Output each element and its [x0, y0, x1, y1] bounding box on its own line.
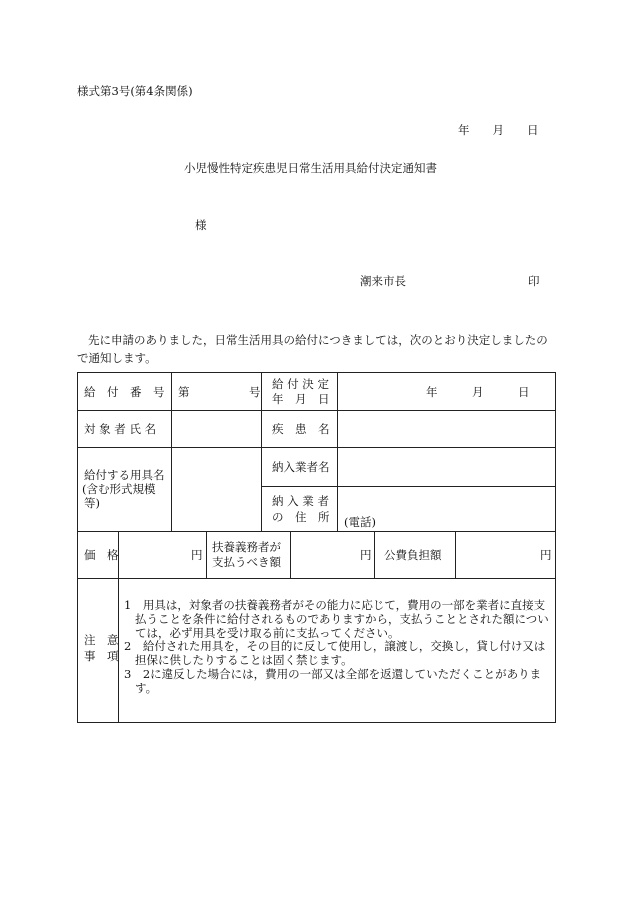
- issue-number-label: 給 付 番 号: [84, 385, 165, 399]
- recipient-honorific: 様: [195, 218, 207, 232]
- guardian-payment-unit: 円: [360, 548, 372, 562]
- note-item: 3 2に違反した場合には，費用の一部又は全部を返還していただくことがあります。: [124, 666, 542, 695]
- guardian-payment-label-1: 扶養義務者が: [212, 540, 281, 554]
- notes-list: [124, 599, 552, 696]
- subject-name-label: 対 象 者 氏 名: [84, 422, 157, 436]
- public-expense-unit: 円: [540, 548, 552, 562]
- price-unit: 円: [191, 548, 203, 562]
- notes-label-1: 注 意: [84, 633, 119, 647]
- decision-date-value: 年 月 日: [426, 385, 530, 399]
- note-item: 1 用具は，対象者の扶養義務者がその能力に応じて，費用の一部を業者に直接支払うことを条件に給付されるものでありますから，支払うこととされた額については，必ず用具を受け取る前に支払ってください。: [124, 598, 549, 640]
- vendor-address-label-2: の 住 所: [272, 510, 330, 524]
- phone-label: (電話): [344, 515, 376, 529]
- public-expense-label: 公費負担額: [384, 548, 442, 562]
- decision-table: [77, 372, 556, 723]
- item-name-label-1: 給付する用具名: [84, 468, 165, 482]
- issue-date: 年 月 日: [458, 123, 539, 137]
- item-name-label-3: 等): [84, 496, 100, 510]
- decision-date-label-1: 給 付 決 定: [272, 377, 329, 391]
- document-title: 小児慢性特定疾患児日常生活用具給付決定通知書: [184, 161, 437, 175]
- price-label: 価 格: [84, 548, 119, 562]
- decision-date-label-2: 年 月 日: [272, 392, 330, 406]
- note-item: 2 給付された用具を，その目的に反して使用し，譲渡し，交換し，貸し付け又は担保に供したりすることは固く禁じます。: [124, 639, 546, 668]
- vendor-address-label-1: 納 入 業 者: [272, 494, 329, 508]
- intro-paragraph: 先に申請のありました，日常生活用具の給付につきましては，次のとおり決定しましたので通知します。: [77, 333, 548, 365]
- seal-mark: 印: [528, 274, 540, 288]
- guardian-payment-label-2: 支払うべき額: [212, 555, 281, 569]
- issue-number-prefix: 第: [178, 385, 190, 399]
- issuer-name: 潮来市長: [360, 274, 406, 288]
- vendor-name-label: 納入業者名: [272, 460, 330, 474]
- notes-label-2: 事 項: [84, 649, 119, 663]
- disease-name-label: 疾 患 名: [272, 422, 330, 436]
- issue-number-suffix: 号: [249, 385, 261, 399]
- item-name-label-2: (含む形式規模: [82, 482, 156, 496]
- form-id: 様式第3号(第4条関係): [77, 84, 193, 98]
